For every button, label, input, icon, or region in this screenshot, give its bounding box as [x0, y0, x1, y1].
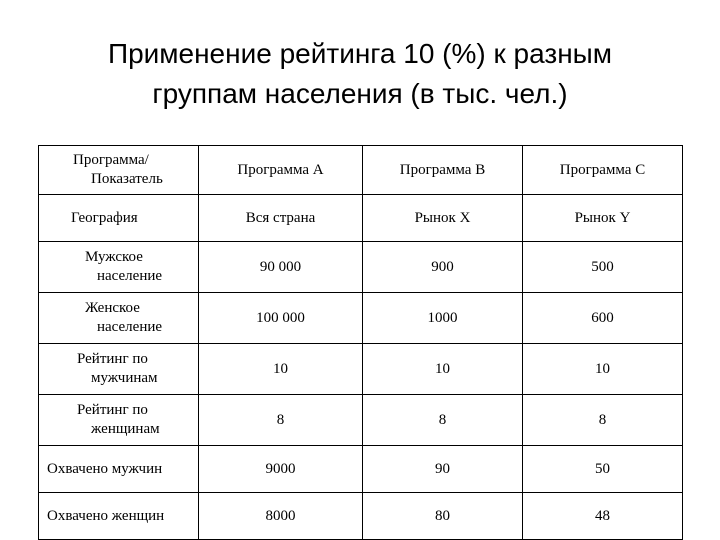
table-cell: 8	[363, 395, 523, 446]
table-row	[39, 344, 683, 395]
table-cell: 10	[523, 344, 683, 395]
table-row	[39, 493, 683, 540]
header-label-line-2: Показатель	[91, 171, 163, 187]
table-cell: 90 000	[199, 242, 363, 293]
header-label-cell	[39, 146, 199, 195]
header-label-line-1: Программа/	[73, 152, 149, 168]
row-label-geography: География	[39, 195, 199, 242]
table-cell: 100 000	[199, 293, 363, 344]
table-row	[39, 395, 683, 446]
slide-title	[0, 34, 720, 114]
table-cell: 10	[363, 344, 523, 395]
row-label-line-2: население	[97, 268, 163, 284]
row-label-line-2: население	[97, 319, 163, 335]
column-header-program-b: Программа В	[363, 146, 523, 195]
table-cell: 900	[363, 242, 523, 293]
table-cell: 8	[523, 395, 683, 446]
table-row	[39, 293, 683, 344]
table-row	[39, 195, 683, 242]
table-row	[39, 446, 683, 493]
table-cell: 50	[523, 446, 683, 493]
table-cell: 90	[363, 446, 523, 493]
row-label-line-2: женщинам	[91, 421, 160, 437]
table-cell: 1000	[363, 293, 523, 344]
row-label-reached-men: Охвачено мужчин	[39, 446, 199, 493]
data-table	[38, 145, 683, 540]
column-header-program-a: Программа А	[199, 146, 363, 195]
slide-title-line-1: Применение рейтинга 10 (%) к разным	[107, 38, 613, 69]
table-cell: 9000	[199, 446, 363, 493]
table-row	[39, 242, 683, 293]
table-cell: Вся страна	[199, 195, 363, 242]
table-cell: 500	[523, 242, 683, 293]
row-label-male-rating	[39, 344, 199, 395]
row-label-male-population	[39, 242, 199, 293]
table-cell: 8000	[199, 493, 363, 540]
table-cell: Рынок Х	[363, 195, 523, 242]
table-cell: Рынок Y	[523, 195, 683, 242]
row-label-reached-women: Охвачено женщин	[39, 493, 199, 540]
row-label-line-1: Женское	[85, 300, 140, 316]
row-label-line-1: Рейтинг по	[77, 351, 148, 367]
row-label-female-population	[39, 293, 199, 344]
table-cell: 48	[523, 493, 683, 540]
column-header-program-c: Программа С	[523, 146, 683, 195]
row-label-line-2: мужчинам	[91, 370, 158, 386]
table-cell: 80	[363, 493, 523, 540]
table-cell: 8	[199, 395, 363, 446]
row-label-female-rating	[39, 395, 199, 446]
row-label-line-1: Рейтинг по	[77, 402, 148, 418]
table-cell: 600	[523, 293, 683, 344]
row-label-line-1: Мужское	[85, 249, 143, 265]
table-cell: 10	[199, 344, 363, 395]
table-header-row	[39, 146, 683, 195]
slide-title-line-2: группам населения (в тыс. чел.)	[152, 78, 568, 109]
